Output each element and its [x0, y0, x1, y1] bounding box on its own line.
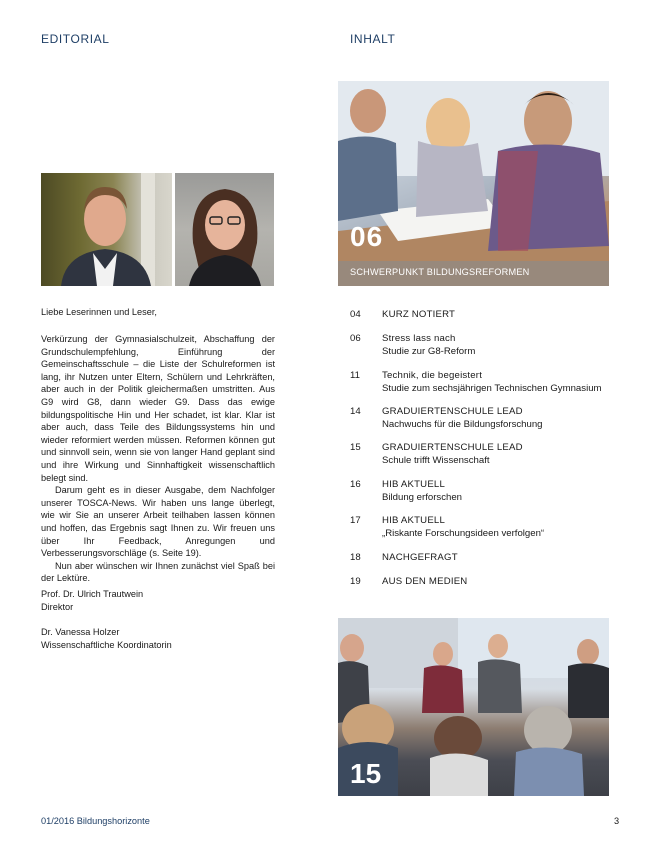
toc-item-title: AUS DEN MEDIEN	[382, 576, 468, 587]
toc-item-title: GRADUIERTENSCHULE LEAD	[382, 442, 523, 453]
footer-issue: 01/2016 Bildungshorizonte	[41, 816, 150, 826]
portrait-coordinator-photo	[175, 173, 274, 286]
toc-item[interactable]	[382, 309, 612, 322]
signature-role: Wissenschaftliche Koordinatorin	[41, 639, 172, 650]
footer-page-number: 3	[614, 816, 620, 826]
toc-item[interactable]	[382, 442, 612, 467]
toc-item[interactable]	[382, 370, 612, 395]
toc-item-title: HIB AKTUELL	[382, 479, 445, 490]
toc-item-title: NACHGEFRAGT	[382, 552, 458, 563]
toc-item-subtitle: Schule trifft Wissenschaft	[382, 454, 490, 466]
signature-name: Dr. Vanessa Holzer	[41, 627, 120, 637]
toc-item[interactable]	[382, 333, 612, 358]
toc-item[interactable]	[382, 552, 612, 565]
letter-paragraph: Verkürzung der Gymnasialschulzeit, Abschaffung der Grundschulempfehlung, Einführung der Gemeinschaftsschule – die Liste der Schulreformen ist lang, ihr Nutzen unter Eltern, Schülern und Lehrkräften, aber auch in der Politik gleichermaßen umstritten. Aus G9 wird G8, dann wieder G9. Dass das ewige bildungspolitische Hin und Her schadet, ist klar. Klar ist aber auch, dass Teile des Bildungssystems hin und wieder reformiert werden müssen. Reformen können gut und sinnvoll sein, wenn sie von langer Hand geplant sind und ihre Wirkung und Sinnhaftigkeit wissenschaftlich belegt sind.	[41, 334, 275, 483]
toc-item[interactable]	[382, 406, 612, 431]
toc-item[interactable]	[382, 515, 612, 540]
toc-page-number: 16	[350, 479, 361, 490]
toc-item-title: KURZ NOTIERT	[382, 309, 456, 320]
signature-coordinator	[41, 626, 275, 651]
toc-page-number: 19	[350, 576, 361, 587]
letter-greeting: Liebe Leserinnen und Leser,	[41, 307, 157, 317]
editorial-heading: EDITORIAL	[41, 32, 110, 46]
toc-item-title: Technik, die begeistert	[382, 370, 483, 381]
photo-page-number: 15	[350, 758, 382, 789]
hero-page-number: 06	[350, 221, 384, 252]
toc-item-title: GRADUIERTENSCHULE LEAD	[382, 406, 523, 417]
toc-item[interactable]	[382, 576, 612, 589]
toc-item-subtitle: Nachwuchs für die Bildungsforschung	[382, 418, 543, 430]
toc-item-title: HIB AKTUELL	[382, 515, 445, 526]
hero-caption[interactable]: SCHWERPUNKT BILDUNGSREFORMEN	[350, 267, 530, 277]
letter-body	[41, 333, 275, 585]
toc-item-subtitle: Bildung erforschen	[382, 491, 462, 503]
contents-heading: INHALT	[350, 32, 396, 46]
letter-paragraph: Nun aber wünschen wir Ihnen zunächst viel Spaß bei der Lektüre.	[41, 560, 275, 584]
toc-page-number: 15	[350, 442, 361, 453]
signature-name: Prof. Dr. Ulrich Trautwein	[41, 589, 144, 599]
toc-item-subtitle: Studie zur G8-Reform	[382, 345, 476, 357]
toc-page-number: 11	[350, 370, 360, 381]
signature-role: Direktor	[41, 601, 74, 612]
portrait-director-photo	[41, 173, 172, 286]
toc-page-number: 04	[350, 309, 361, 320]
toc-page-number: 14	[350, 406, 361, 417]
toc-item-title: Stress lass nach	[382, 333, 456, 344]
toc-item-subtitle: „Riskante Forschungsideen verfolgen“	[382, 527, 545, 539]
letter-paragraph: Darum geht es in dieser Ausgabe, dem Nachfolger unserer TOSCA-News. Wir haben uns lange überlegt, wie wir Sie an unserer Arbeit teilhaben lassen können und hoffen, das Ergebnis sagt Ihnen zu. Wir freuen uns über Ihr Feedback, Anregungen und Verbesserungsvorschläge (s. Seite 19).	[41, 485, 275, 559]
classroom-photo	[338, 81, 609, 286]
signature-director	[41, 588, 275, 613]
toc-item[interactable]	[382, 479, 612, 504]
toc-item-subtitle: Studie zum sechsjährigen Technischen Gymnasium	[382, 382, 602, 394]
toc-page-number: 18	[350, 552, 361, 563]
toc-page-number: 17	[350, 515, 361, 526]
toc-page-number: 06	[350, 333, 361, 344]
